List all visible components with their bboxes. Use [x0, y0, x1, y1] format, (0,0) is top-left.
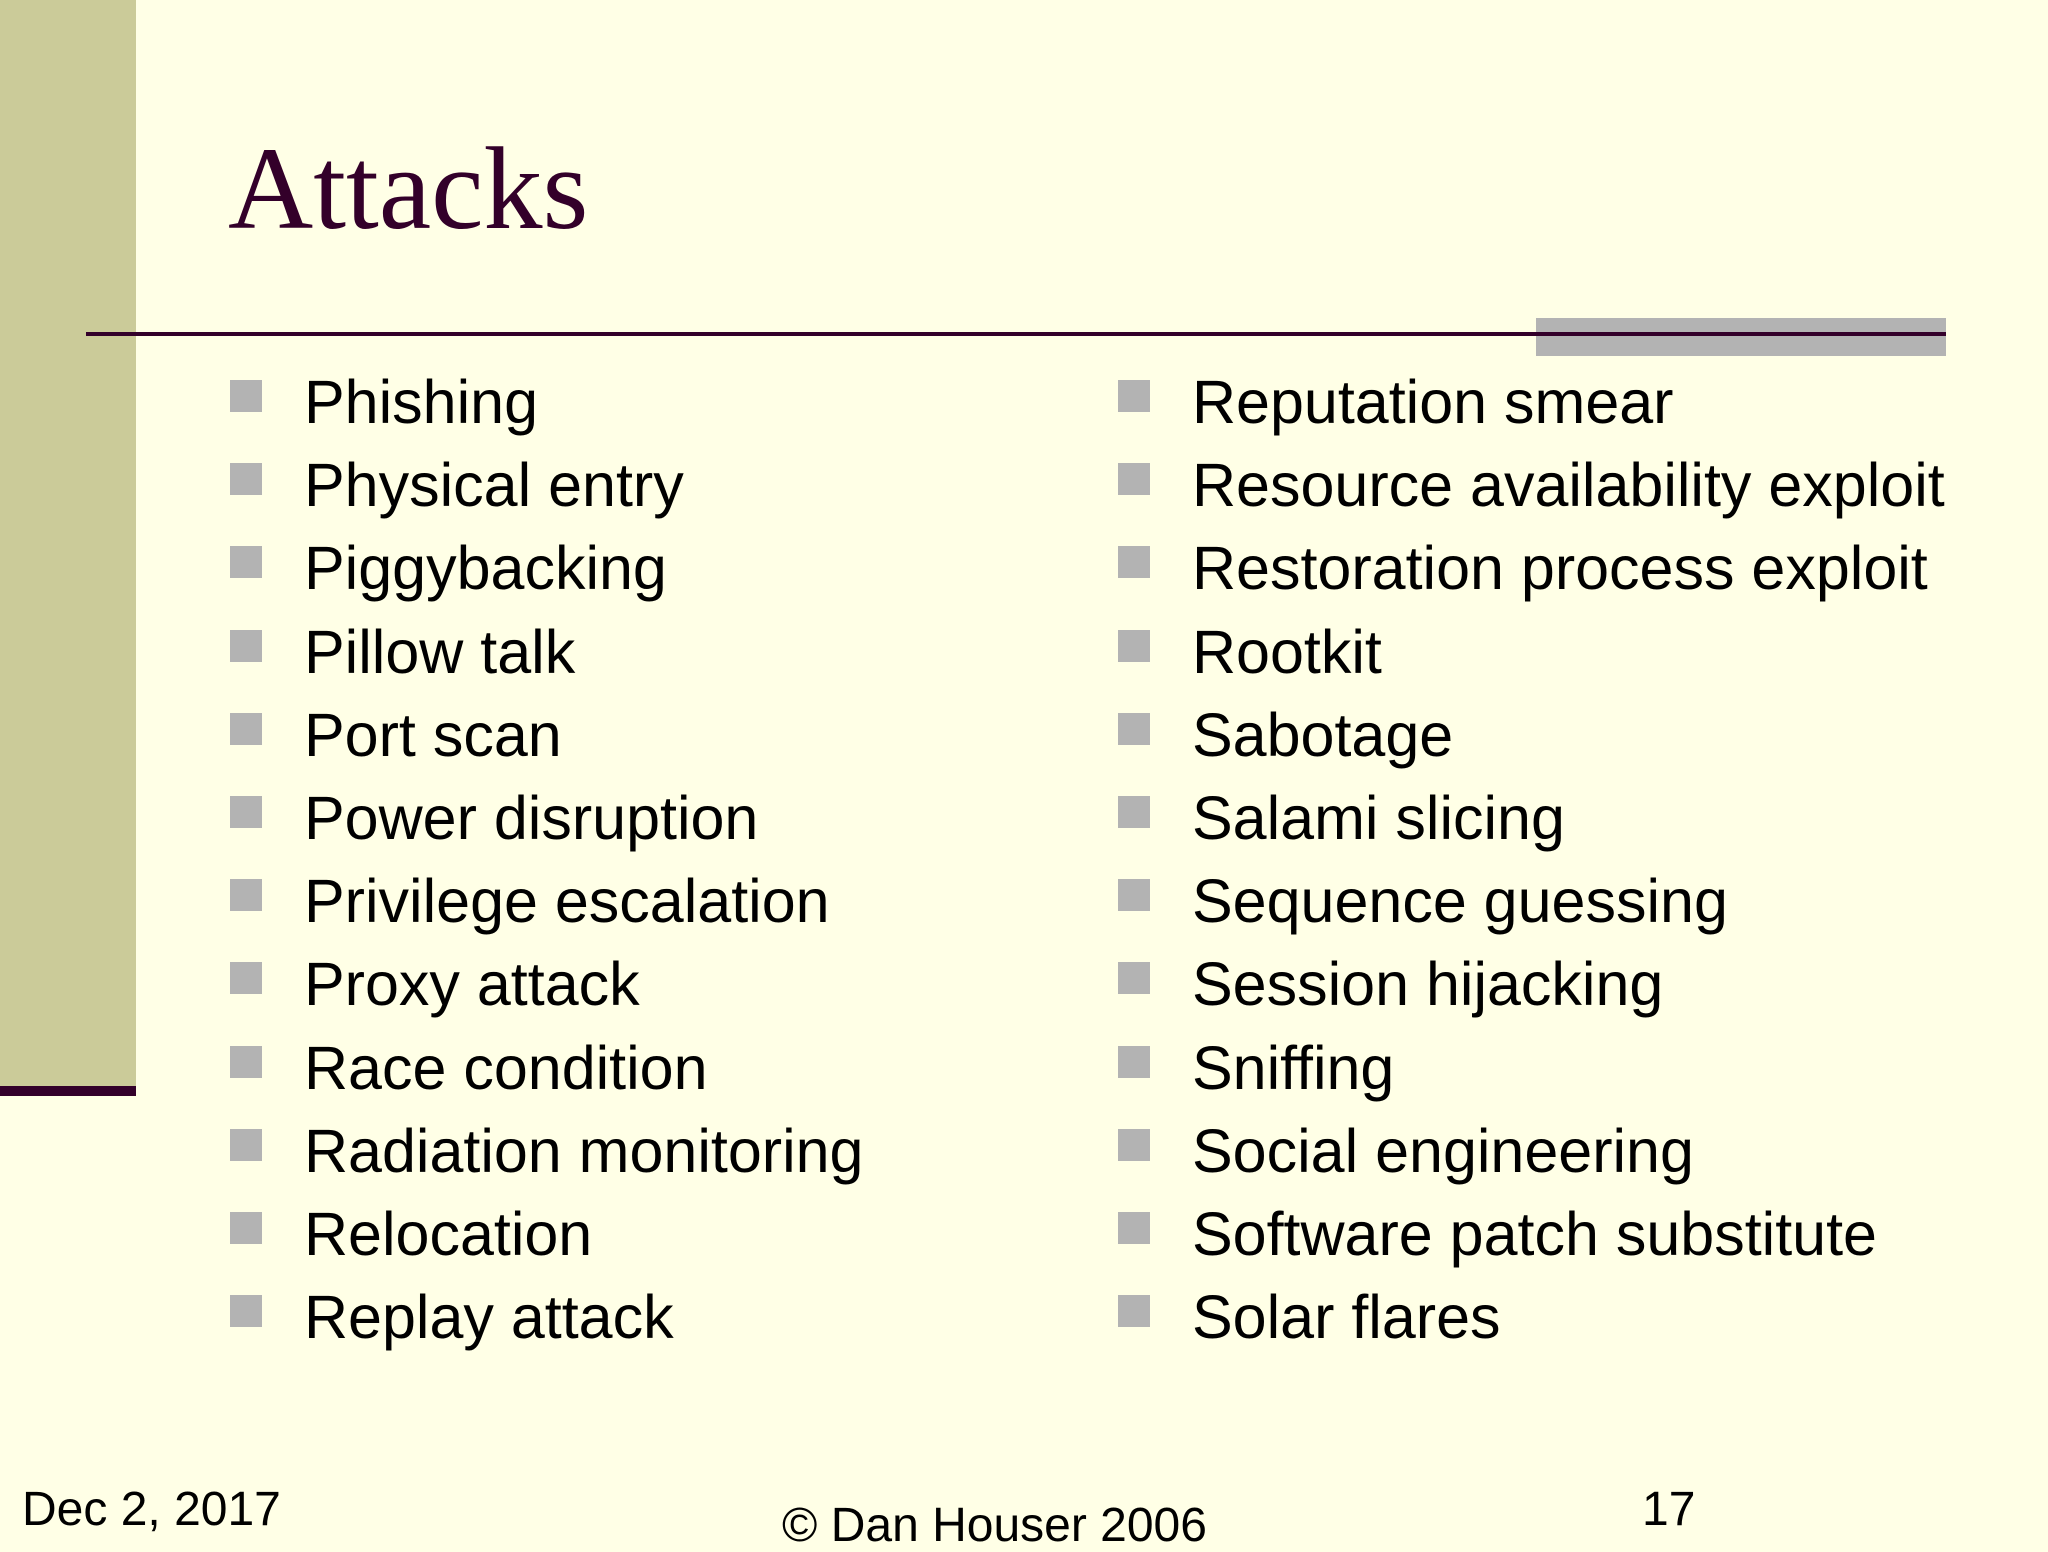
square-bullet-icon — [1118, 1295, 1150, 1327]
list-item — [230, 1029, 863, 1112]
list-item-label: Power disruption — [304, 783, 759, 852]
list-item — [230, 363, 863, 446]
square-bullet-icon — [1118, 1046, 1150, 1078]
list-item-label: Social engineering — [1192, 1116, 1694, 1185]
square-bullet-icon — [1118, 962, 1150, 994]
list-item — [1118, 1278, 1945, 1361]
list-item — [1118, 1029, 1945, 1112]
square-bullet-icon — [230, 1046, 262, 1078]
square-bullet-icon — [1118, 879, 1150, 911]
list-item — [1118, 1195, 1945, 1278]
list-item — [230, 1195, 863, 1278]
side-accent-bar — [0, 0, 136, 1086]
attack-list-left — [230, 363, 863, 1361]
list-item — [230, 1112, 863, 1195]
list-item-label: Piggybacking — [304, 534, 667, 603]
square-bullet-icon — [1118, 796, 1150, 828]
square-bullet-icon — [1118, 713, 1150, 745]
list-item — [1118, 363, 1945, 446]
list-item — [1118, 779, 1945, 862]
square-bullet-icon — [230, 1212, 262, 1244]
list-item-label: Proxy attack — [304, 950, 640, 1019]
list-item-label: Physical entry — [304, 451, 684, 520]
square-bullet-icon — [1118, 1129, 1150, 1161]
list-item-label: Pillow talk — [304, 617, 576, 686]
list-item — [1118, 613, 1945, 696]
list-item-label: Sequence guessing — [1192, 867, 1728, 936]
list-item — [230, 945, 863, 1028]
square-bullet-icon — [1118, 546, 1150, 578]
slide-title: Attacks — [228, 123, 589, 254]
footer-copyright: © Dan Houser 2006 — [782, 1499, 1207, 1552]
slide-number: 17 — [1642, 1483, 1696, 1536]
square-bullet-icon — [230, 879, 262, 911]
side-accent-rule — [0, 1086, 136, 1096]
list-item-label: Session hijacking — [1192, 950, 1664, 1019]
list-item — [1118, 945, 1945, 1028]
square-bullet-icon — [1118, 1212, 1150, 1244]
list-item-label: Relocation — [304, 1199, 593, 1268]
list-item-label: Reputation smear — [1192, 368, 1674, 436]
list-item — [230, 862, 863, 945]
square-bullet-icon — [230, 713, 262, 745]
square-bullet-icon — [230, 630, 262, 662]
list-item — [1118, 862, 1945, 945]
square-bullet-icon — [230, 463, 262, 495]
list-item — [230, 613, 863, 696]
list-item-label: Privilege escalation — [304, 867, 830, 936]
list-item-label: Replay attack — [304, 1283, 674, 1352]
list-item — [1118, 1112, 1945, 1195]
list-item — [230, 1278, 863, 1361]
list-item-label: Radiation monitoring — [304, 1116, 864, 1185]
list-item — [1118, 529, 1945, 612]
list-item-label: Phishing — [304, 368, 538, 436]
list-item-label: Port scan — [304, 700, 562, 769]
list-item-label: Sabotage — [1192, 700, 1454, 769]
list-item — [230, 696, 863, 779]
square-bullet-icon — [1118, 630, 1150, 662]
list-item-label: Solar flares — [1192, 1283, 1501, 1352]
square-bullet-icon — [1118, 380, 1150, 412]
list-item — [1118, 696, 1945, 779]
list-item-label: Sniffing — [1192, 1033, 1395, 1102]
square-bullet-icon — [230, 796, 262, 828]
list-item — [230, 779, 863, 862]
footer-date: Dec 2, 2017 — [22, 1483, 281, 1536]
square-bullet-icon — [230, 380, 262, 412]
attack-list-right — [1118, 363, 1945, 1361]
list-item — [230, 446, 863, 529]
title-rule — [86, 332, 1946, 336]
square-bullet-icon — [230, 1295, 262, 1327]
square-bullet-icon — [230, 962, 262, 994]
title-rule-shadow — [1536, 318, 1946, 356]
list-item-label: Rootkit — [1192, 617, 1382, 686]
square-bullet-icon — [1118, 463, 1150, 495]
list-item-label: Restoration process exploit — [1192, 534, 1928, 603]
list-item-label: Software patch substitute — [1192, 1199, 1877, 1268]
square-bullet-icon — [230, 1129, 262, 1161]
list-item-label: Race condition — [304, 1033, 708, 1102]
list-item — [1118, 446, 1945, 529]
list-item-label: Salami slicing — [1192, 783, 1565, 852]
list-item-label: Resource availability exploit — [1192, 451, 1945, 520]
square-bullet-icon — [230, 546, 262, 578]
list-item — [230, 529, 863, 612]
